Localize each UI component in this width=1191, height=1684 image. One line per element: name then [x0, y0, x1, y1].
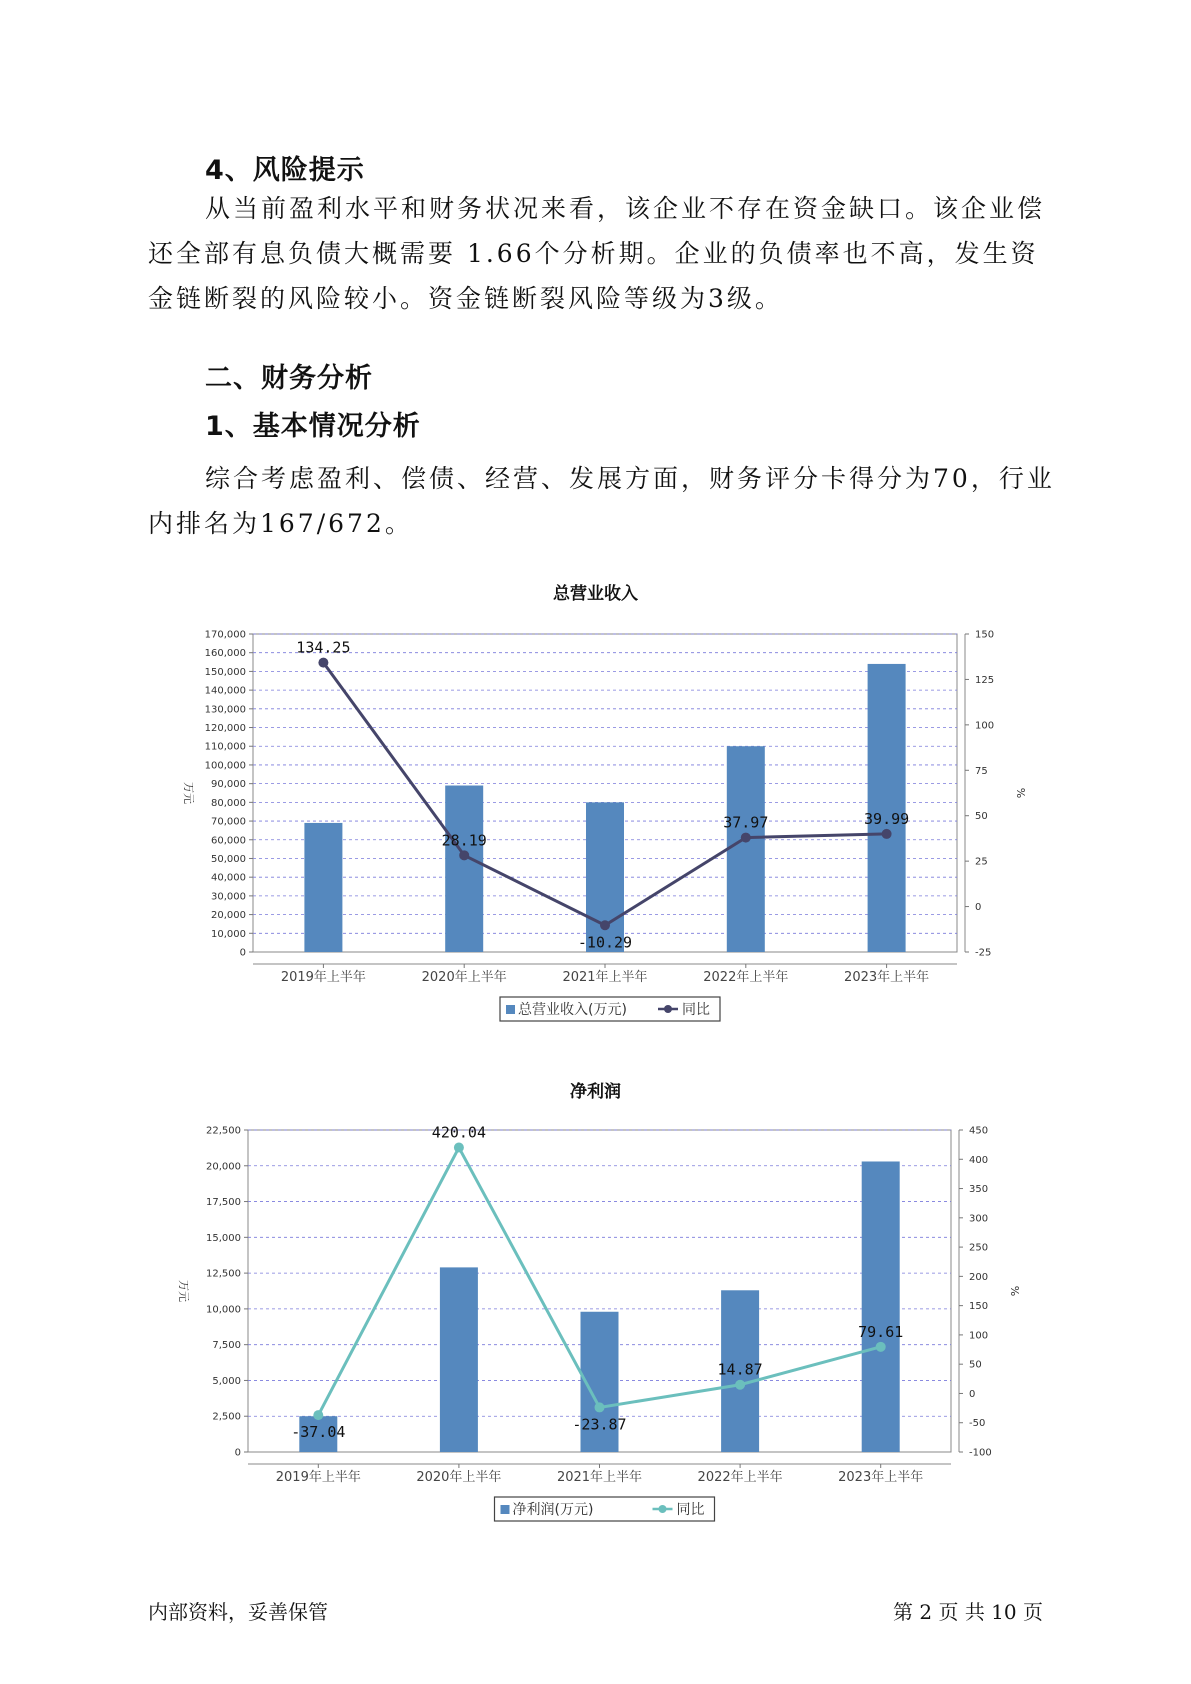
data-label: 420.04	[431, 1123, 486, 1142]
y-tick-label: 2,500	[212, 1411, 241, 1423]
y-tick-label: 60,000	[211, 835, 246, 847]
y-right-tick-label: 300	[969, 1213, 989, 1225]
y-tick-label: 110,000	[204, 741, 246, 753]
footer-page-number: 第 2 页 共 10 页	[893, 1600, 1043, 1624]
x-tick-label: 2023年上半年	[838, 1470, 924, 1485]
y-right-tick-label: -50	[969, 1418, 986, 1430]
y-tick-label: 10,000	[211, 928, 246, 940]
risk-paragraph: 从当前盈利水平和财务状况来看，该企业不存在资金缺口。该企业偿还全部有息负债大概需要 1.66个分析期。企业的负债率也不高，发生资金链断裂的风险较小。资金链断裂风险等级为3级。	[148, 194, 1046, 313]
y-tick-label: 17,500	[206, 1197, 241, 1209]
y-tick-label: 50,000	[211, 853, 246, 865]
x-tick-label: 2020年上半年	[416, 1470, 502, 1485]
legend-bar-label: 净利润(万元)	[512, 1502, 594, 1518]
y-right-tick-label: 50	[969, 1359, 982, 1371]
data-label: 79.61	[858, 1322, 904, 1341]
y-right-tick-label: 150	[969, 1301, 989, 1313]
y-tick-label: 0	[239, 947, 246, 959]
data-label: 39.99	[864, 809, 910, 828]
y-tick-label: 130,000	[204, 704, 246, 716]
yoy-point	[876, 1342, 886, 1352]
y-right-tick-label: 100	[975, 720, 995, 732]
y-right-tick-label: -25	[975, 947, 992, 959]
y-tick-label: 120,000	[204, 723, 246, 735]
x-tick-label: 2021年上半年	[562, 970, 648, 985]
x-tick-label: 2021年上半年	[556, 1470, 643, 1485]
yoy-point	[600, 920, 610, 930]
data-label: -37.04	[291, 1423, 346, 1442]
y-tick-label: 20,000	[206, 1161, 241, 1173]
y-right-tick-label: 100	[969, 1330, 989, 1342]
legend-bar-swatch	[501, 1505, 510, 1514]
x-tick-label: 2023年上半年	[844, 970, 930, 985]
y-tick-label: 22,500	[206, 1125, 241, 1137]
basic-analysis-paragraph: 综合考虑盈利、偿债、经营、发展方面，财务评分卡得分为70，行业内排名为167/672。	[148, 464, 1055, 538]
chart-net-profit	[0, 1100, 1191, 1530]
data-label: 134.25	[296, 638, 351, 657]
legend-line-marker	[659, 1505, 667, 1513]
y-right-tick-label: 450	[969, 1125, 989, 1137]
y-tick-label: 80,000	[211, 797, 246, 809]
y-right-tick-label: 250	[969, 1242, 989, 1254]
yoy-point	[882, 829, 892, 839]
y-axis-label: 万元	[182, 782, 195, 804]
y-tick-label: 7,500	[212, 1340, 241, 1352]
yoy-point	[454, 1143, 464, 1153]
chart-profit-title: 净利润	[570, 1082, 621, 1102]
bar	[868, 664, 906, 952]
y-tick-label: 90,000	[211, 779, 246, 791]
yoy-point	[459, 850, 469, 860]
yoy-point	[741, 833, 751, 843]
y-right-tick-label: 0	[969, 1388, 976, 1400]
y-tick-label: 0	[234, 1447, 241, 1459]
y-tick-label: 40,000	[211, 872, 246, 884]
y-axis-label: 万元	[177, 1280, 190, 1302]
y-right-tick-label: -100	[969, 1447, 992, 1459]
y-right-tick-label: 150	[975, 629, 995, 641]
legend-bar-swatch	[506, 1005, 515, 1014]
data-label: 14.87	[717, 1360, 763, 1379]
y-right-tick-label: 400	[969, 1154, 989, 1166]
y-tick-label: 30,000	[211, 891, 246, 903]
bar	[304, 823, 342, 952]
y-tick-label: 10,000	[206, 1304, 241, 1316]
data-label: 28.19	[441, 831, 487, 850]
y-tick-label: 70,000	[211, 816, 246, 828]
y-tick-label: 140,000	[204, 685, 246, 697]
y-right-tick-label: 125	[975, 674, 995, 686]
legend-line-label: 同比	[682, 1002, 710, 1018]
x-tick-label: 2022年上半年	[703, 970, 789, 985]
x-tick-label: 2022年上半年	[697, 1470, 783, 1485]
risk-heading: 4、风险提示	[205, 155, 365, 186]
basic-analysis-heading: 1、基本情况分析	[205, 411, 421, 442]
y-tick-label: 12,500	[206, 1268, 241, 1280]
bar	[727, 746, 765, 952]
footer-note: 内部资料，妥善保管	[148, 1600, 328, 1624]
yoy-point	[318, 658, 328, 668]
x-tick-label: 2020年上半年	[421, 970, 507, 985]
data-label: -10.29	[577, 933, 633, 952]
y-right-tick-label: 25	[975, 856, 988, 868]
y-right-tick-label: 0	[975, 902, 982, 914]
legend-line-label: 同比	[676, 1502, 705, 1518]
y-tick-label: 20,000	[211, 910, 246, 922]
bar	[440, 1267, 478, 1452]
y-right-tick-label: 350	[969, 1184, 989, 1196]
data-label: -23.87	[572, 1415, 627, 1434]
legend-bar-label: 总营业收入(万元)	[518, 1002, 627, 1018]
yoy-point	[595, 1402, 605, 1412]
legend-line-marker	[664, 1005, 672, 1013]
x-tick-label: 2019年上半年	[280, 970, 366, 985]
y-tick-label: 100,000	[204, 760, 246, 772]
y-right-axis-label: %	[1008, 1285, 1021, 1297]
y-right-tick-label: 50	[975, 811, 988, 823]
finance-heading: 二、财务分析	[205, 363, 373, 394]
yoy-point	[735, 1380, 745, 1390]
y-right-axis-label: %	[1014, 787, 1027, 799]
chart-revenue	[0, 600, 1191, 1030]
y-tick-label: 15,000	[206, 1232, 241, 1244]
y-tick-label: 160,000	[204, 648, 246, 660]
y-right-tick-label: 200	[969, 1271, 989, 1283]
y-tick-label: 150,000	[204, 666, 246, 678]
y-tick-label: 170,000	[204, 629, 246, 641]
y-right-tick-label: 75	[975, 765, 988, 777]
y-tick-label: 5,000	[212, 1375, 241, 1387]
yoy-point	[313, 1410, 323, 1420]
chart-revenue-title: 总营业收入	[553, 584, 638, 604]
x-tick-label: 2019年上半年	[275, 1470, 361, 1485]
bar	[445, 786, 483, 952]
bar	[862, 1161, 900, 1452]
data-label: 37.97	[723, 813, 769, 832]
